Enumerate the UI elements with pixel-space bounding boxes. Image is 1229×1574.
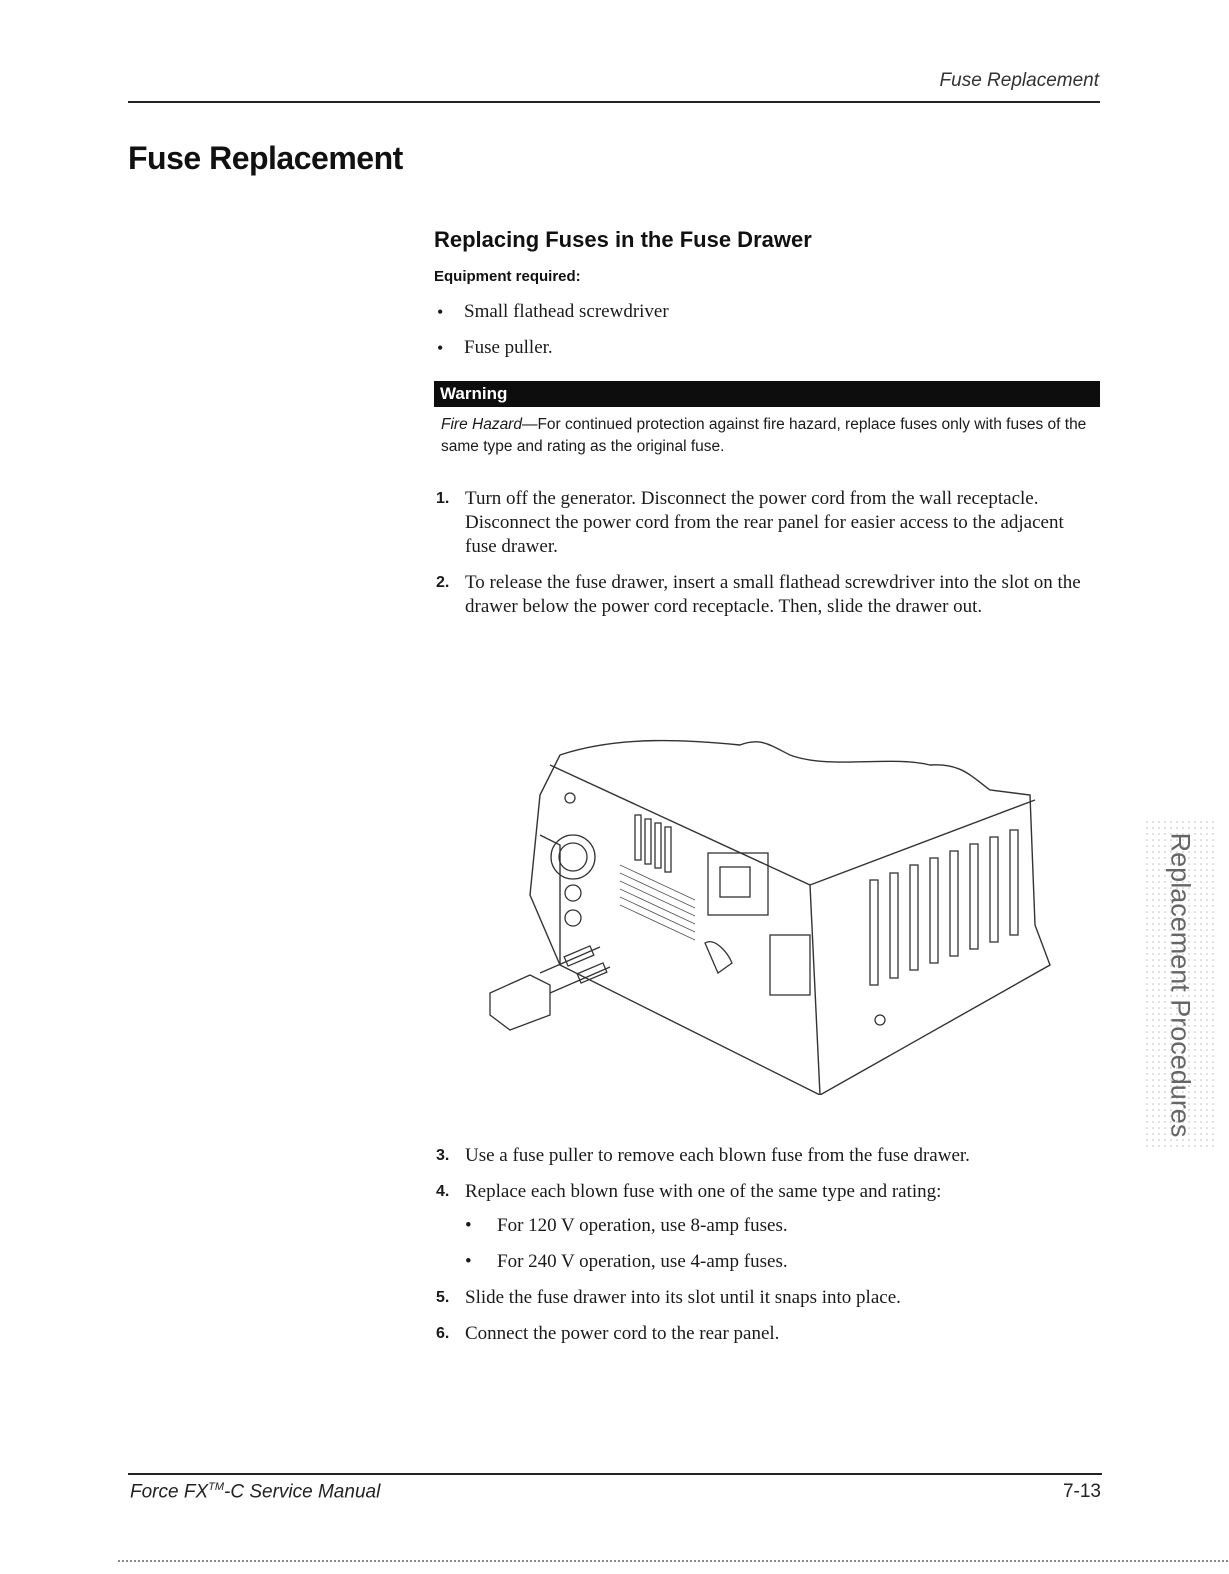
warning-label: Warning: [440, 384, 508, 403]
step-number: 3.: [436, 1147, 450, 1164]
section-title: Replacing Fuses in the Fuse Drawer: [434, 227, 812, 252]
footer-rule: [128, 1473, 1102, 1475]
rear-panel-fuse-drawer-illustration: [470, 715, 1070, 1095]
step-text: Turn off the generator. Disconnect the power cord from the wall receptacle. Disconnect the power cord from the rear panel for easier access to the adjacent fuse drawer.: [465, 488, 1064, 557]
step-number: 6.: [436, 1325, 450, 1342]
warning-banner: [434, 381, 1100, 407]
running-header: Fuse Replacement: [939, 70, 1099, 91]
step: [434, 1144, 1094, 1168]
step: [434, 1322, 1094, 1346]
manual-suffix: -C Service Manual: [224, 1481, 381, 1503]
warning-text: [441, 414, 1091, 458]
step: [434, 1180, 1094, 1274]
step-number: 4.: [436, 1183, 450, 1200]
step-text: Replace each blown fuse with one of the same type and rating:: [465, 1181, 942, 1202]
warning-body: —For continued protection against fire hazard, replace fuses only with fuses of the same type and rating as the original fuse.: [441, 416, 1087, 455]
step: [434, 487, 1094, 559]
side-tab-label: Replacement Procedures: [1165, 832, 1196, 1138]
step: [434, 1286, 1094, 1310]
step-text: Slide the fuse drawer into its slot until it snaps into place.: [465, 1287, 901, 1308]
page-number: 7-13: [1062, 1481, 1101, 1502]
equipment-label: Equipment required:: [434, 268, 581, 285]
list-item: • For 120 V operation, use 8-amp fuses.: [465, 1214, 1094, 1238]
hazard-type: Fire Hazard: [441, 416, 522, 433]
scan-edge: [118, 1560, 1228, 1563]
step-number: 2.: [436, 574, 450, 591]
step-text: Connect the power cord to the rear panel.: [465, 1323, 780, 1344]
step-text: To release the fuse drawer, insert a small flathead screwdriver into the slot on the drawer below the power cord receptacle. Then, slide the drawer out.: [465, 572, 1081, 617]
manual-title: [130, 1481, 380, 1503]
equipment-list: [434, 298, 669, 370]
manual-name: Force FX: [130, 1481, 209, 1503]
procedure-steps-2: [434, 1144, 1094, 1358]
header-rule: [128, 101, 1100, 103]
list-item: • Small flathead screwdriver: [434, 298, 669, 334]
page-title: Fuse Replacement: [128, 140, 403, 176]
list-item: • For 240 V operation, use 4-amp fuses.: [465, 1250, 1094, 1274]
procedure-steps-1: [434, 487, 1094, 631]
step-number: 5.: [436, 1289, 450, 1306]
step-text: Use a fuse puller to remove each blown fuse from the fuse drawer.: [465, 1145, 970, 1166]
fuse-rating-list: [465, 1214, 1094, 1274]
step: [434, 571, 1094, 619]
list-item: • Fuse puller.: [434, 334, 669, 370]
step-number: 1.: [436, 490, 450, 507]
trademark: TM: [208, 1481, 225, 1493]
